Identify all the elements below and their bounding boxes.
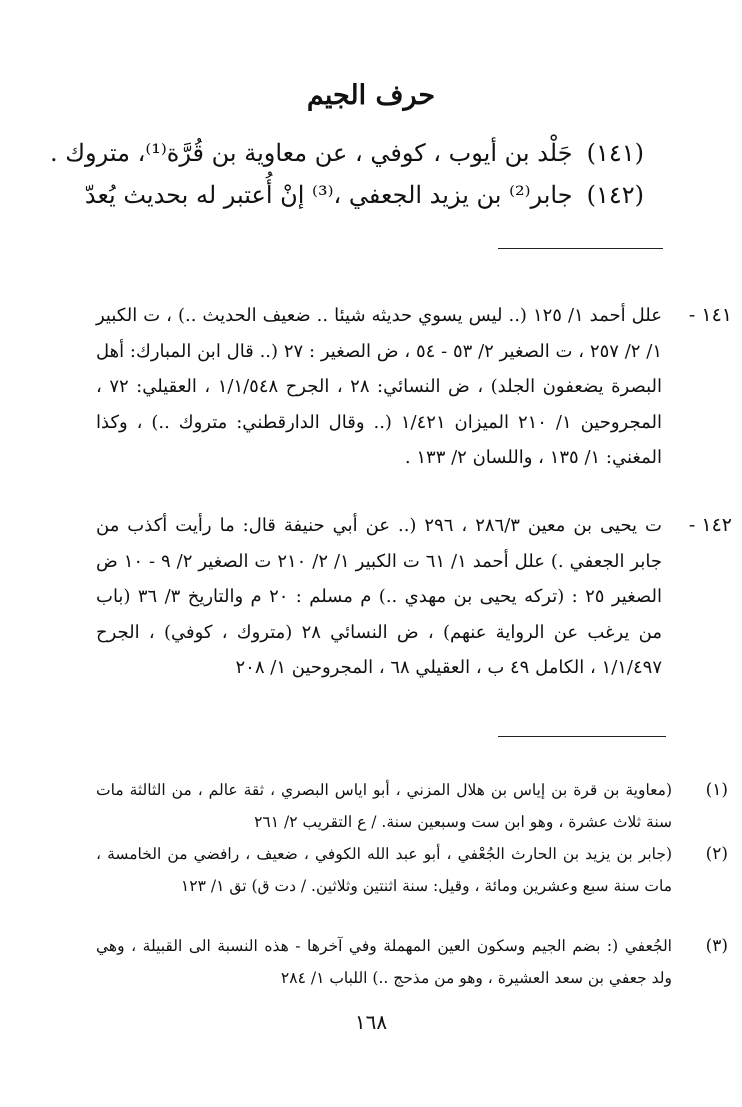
section-divider: [498, 248, 663, 249]
note-141: [96, 298, 732, 476]
chapter-title: حرف الجيم: [306, 80, 436, 111]
footnote-divider: [498, 736, 666, 737]
footnote-number: (٢): [705, 844, 728, 864]
footnote-text: الجُعفي (: بضم الجيم وسكون العين المهملة وفي آخرها - هذه النسبة الى القبيلة ، وهي ولد جعفي بن سعد العشيرة ، وهو من مذحج ..) اللباب ١/ ٢٨٤: [96, 937, 672, 987]
entry-text: جَلْد بن أيوب ، كوفي ، عن معاوية بن قُرَّة⁽¹⁾، متروك .: [49, 139, 573, 167]
entry-number: (١٤٢): [586, 181, 644, 209]
entry-number: (١٤١): [586, 139, 644, 167]
page-number: ١٦٨: [354, 1010, 388, 1034]
footnote-number: (١): [705, 780, 728, 800]
entry-141: [49, 132, 644, 174]
entry-142: [84, 174, 644, 216]
footnote-3: [96, 930, 728, 994]
entry-text: جابر⁽²⁾ بن يزيد الجعفي ،⁽³⁾ إنْ أُعتبر له بحديث يُعدّ: [84, 181, 573, 209]
footnote-text: (معاوية بن قرة بن إياس بن هلال المزني ، أبو اياس البصري ، ثقة عالم ، من الثالثة مات سنة ثلاث عشرة ، وهو ابن ست وسبعين سنة. / ع التقريب ٢/ ٢٦١: [96, 781, 672, 831]
note-number: ١٤١ -: [688, 304, 732, 326]
footnote-number: (٣): [705, 936, 728, 956]
footnote-1: [96, 774, 728, 838]
note-number: ١٤٢ -: [688, 514, 732, 536]
footnote-text: (جابر بن يزيد بن الحارث الجُعْفي ، أبو عبد الله الكوفي ، ضعيف ، رافضي من الخامسة ، مات سنة سبع وعشرين ومائة ، وقيل: سنة اثنتين وثلاثين. / دت ق) تق ١/ ١٢٣: [96, 845, 672, 895]
note-text: علل أحمد ١/ ١٢٥ (.. ليس يسوي حديثه شيئا .. ضعيف الحديث ..) ، ت الكبير ١/ ٢/ ٢٥٧ ، ت الصغير ٢/ ٥٣ - ٥٤ ، ض الصغير : ٢٧ (.. قال ابن المبارك: أهل البصرة يضعفون الجلد) ، ض النسائي: ٢٨ ، الجرح ١/١/٥٤٨ ، العقيلي: ٧٢ ، المجروحين ١/ ٢١٠ الميزان ١/٤٢١ (.. وقال الدارقطني: متروك ..) ، وكذا المغني: ١/ ١٣٥ ، واللسان ٢/ ١٣٣ .: [96, 305, 662, 468]
footnote-2: [96, 838, 728, 902]
note-text: ت يحيى بن معين ٢٨٦/٣ ، ٢٩٦ (.. عن أبي حنيفة قال: ما رأيت أكذب من جابر الجعفي .) علل أحمد ١/ ٦١ ت الكبير ١/ ٢/ ٢١٠ ت الصغير ٢/ ٩ - ١٠ ض الصغير ٢٥ : (تركه يحيى بن مهدي ..) م مسلم : ٢٠ م والتاريخ ٣/ ٣٦ (باب من يرغب عن الرواية عنهم) ، ض النسائي ٢٨ (متروك ، كوفي) ، الجرح ١/١/٤٩٧ ، الكامل ٤٩ ب ، العقيلي ٦٨ ، المجروحين ١/ ٢٠٨: [96, 515, 663, 678]
note-142: [96, 508, 732, 686]
